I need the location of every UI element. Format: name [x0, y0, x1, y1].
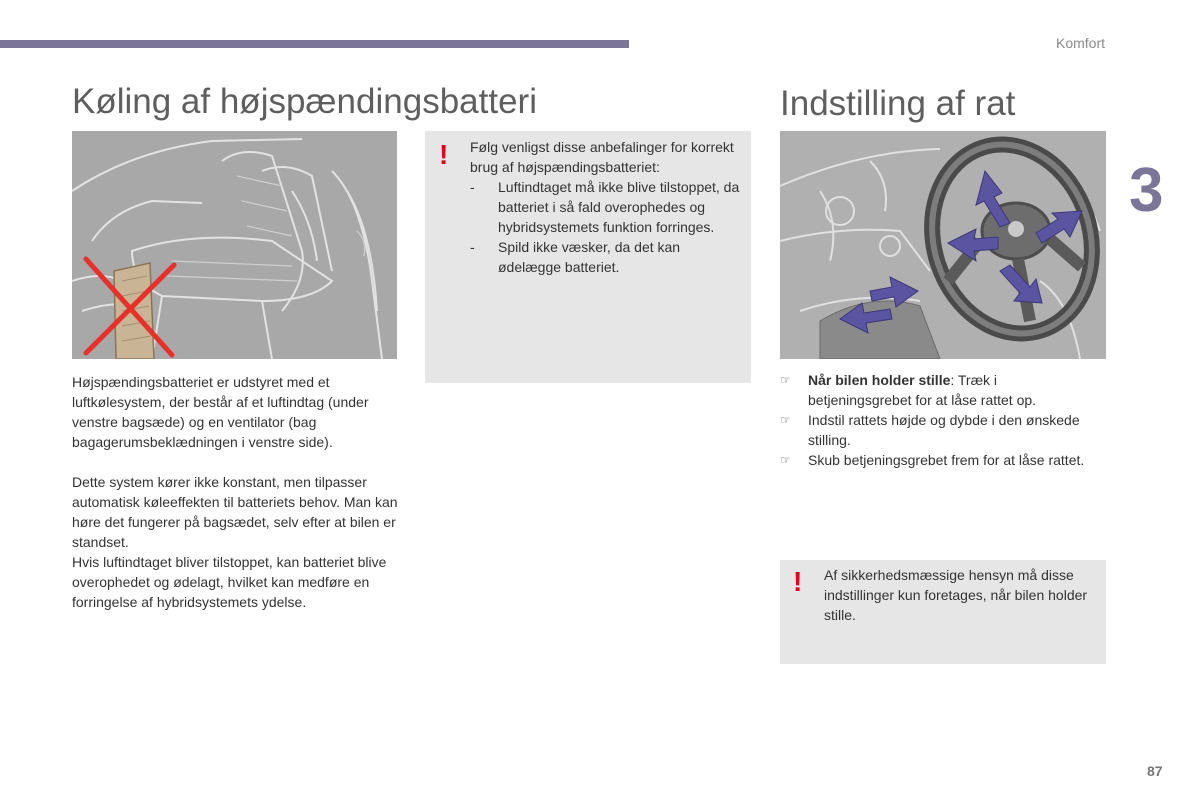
paragraph-battery-description: Højspændingsbatteriet er udstyret med et luftkølesystem, der består af et luftindtag (under venstre bagsæde) og en ventilator (bag bagagerumsbeklædningen i venstre side).: [72, 374, 369, 450]
warning-icon: !: [439, 139, 449, 170]
section-label: Komfort: [1055, 35, 1105, 51]
paragraph-system-behavior: Dette system kører ikke konstant, men tilpasser automatisk køleeffekten til batteriets behov. Man kan høre det fungerer på bagsædet, selv efter at bilen er standset. Hvis luftindtaget bliver tilstoppet, kan batteriet blive overophedet og ødelagt, hvilket kan medføre en forringelse af hybridsystemets ydelse.: [72, 474, 398, 610]
warning-icon: !: [793, 566, 803, 597]
page-number: 87: [1147, 763, 1163, 779]
warning-safety-text: Af sikkerhedsmæssige hensyn må disse indstillinger kun foretages, når bilen holder stille.: [824, 567, 1088, 623]
pointing-hand-icon: ☞: [780, 373, 791, 387]
list-item: - Spild ikke væsker, da det kan ødelægge batteriet.: [470, 239, 681, 275]
title-steering-adjustment: Indstilling af rat: [780, 84, 1016, 123]
header-bar: [0, 40, 629, 48]
title-battery-cooling: Køling af højspændingsbatteri: [72, 82, 537, 121]
warning-battery-list: [470, 177, 745, 277]
warning-battery-intro: Følg venligst disse anbefalinger for korrekt brug af højspændingsbatteriet:: [470, 139, 734, 175]
warning-box-safety: [780, 560, 1106, 664]
list-item: - Luftindtaget må ikke blive tilstoppet, da batteriet i så fald overophedes og hybridsystemets funktion forringes.: [470, 179, 740, 235]
list-item: ☞ Skub betjeningsgrebet frem for at låse rattet.: [780, 452, 1085, 468]
warning-box-battery: [425, 131, 751, 383]
chapter-number: 3: [1129, 156, 1164, 225]
list-item: ☞ Indstil rattets højde og dybde i den ønskede stilling.: [780, 412, 1080, 448]
pointing-hand-icon: ☞: [780, 413, 791, 427]
illustration-rear-seat: [72, 131, 397, 359]
steering-steps-list: [780, 370, 1100, 470]
warning-battery-text: [470, 137, 745, 277]
pointing-hand-icon: ☞: [780, 453, 791, 467]
list-item: ☞ Når bilen holder stille: Træk i betjeningsgrebet for at låse rattet op.: [780, 372, 1037, 408]
illustration-steering-wheel: [780, 131, 1106, 359]
